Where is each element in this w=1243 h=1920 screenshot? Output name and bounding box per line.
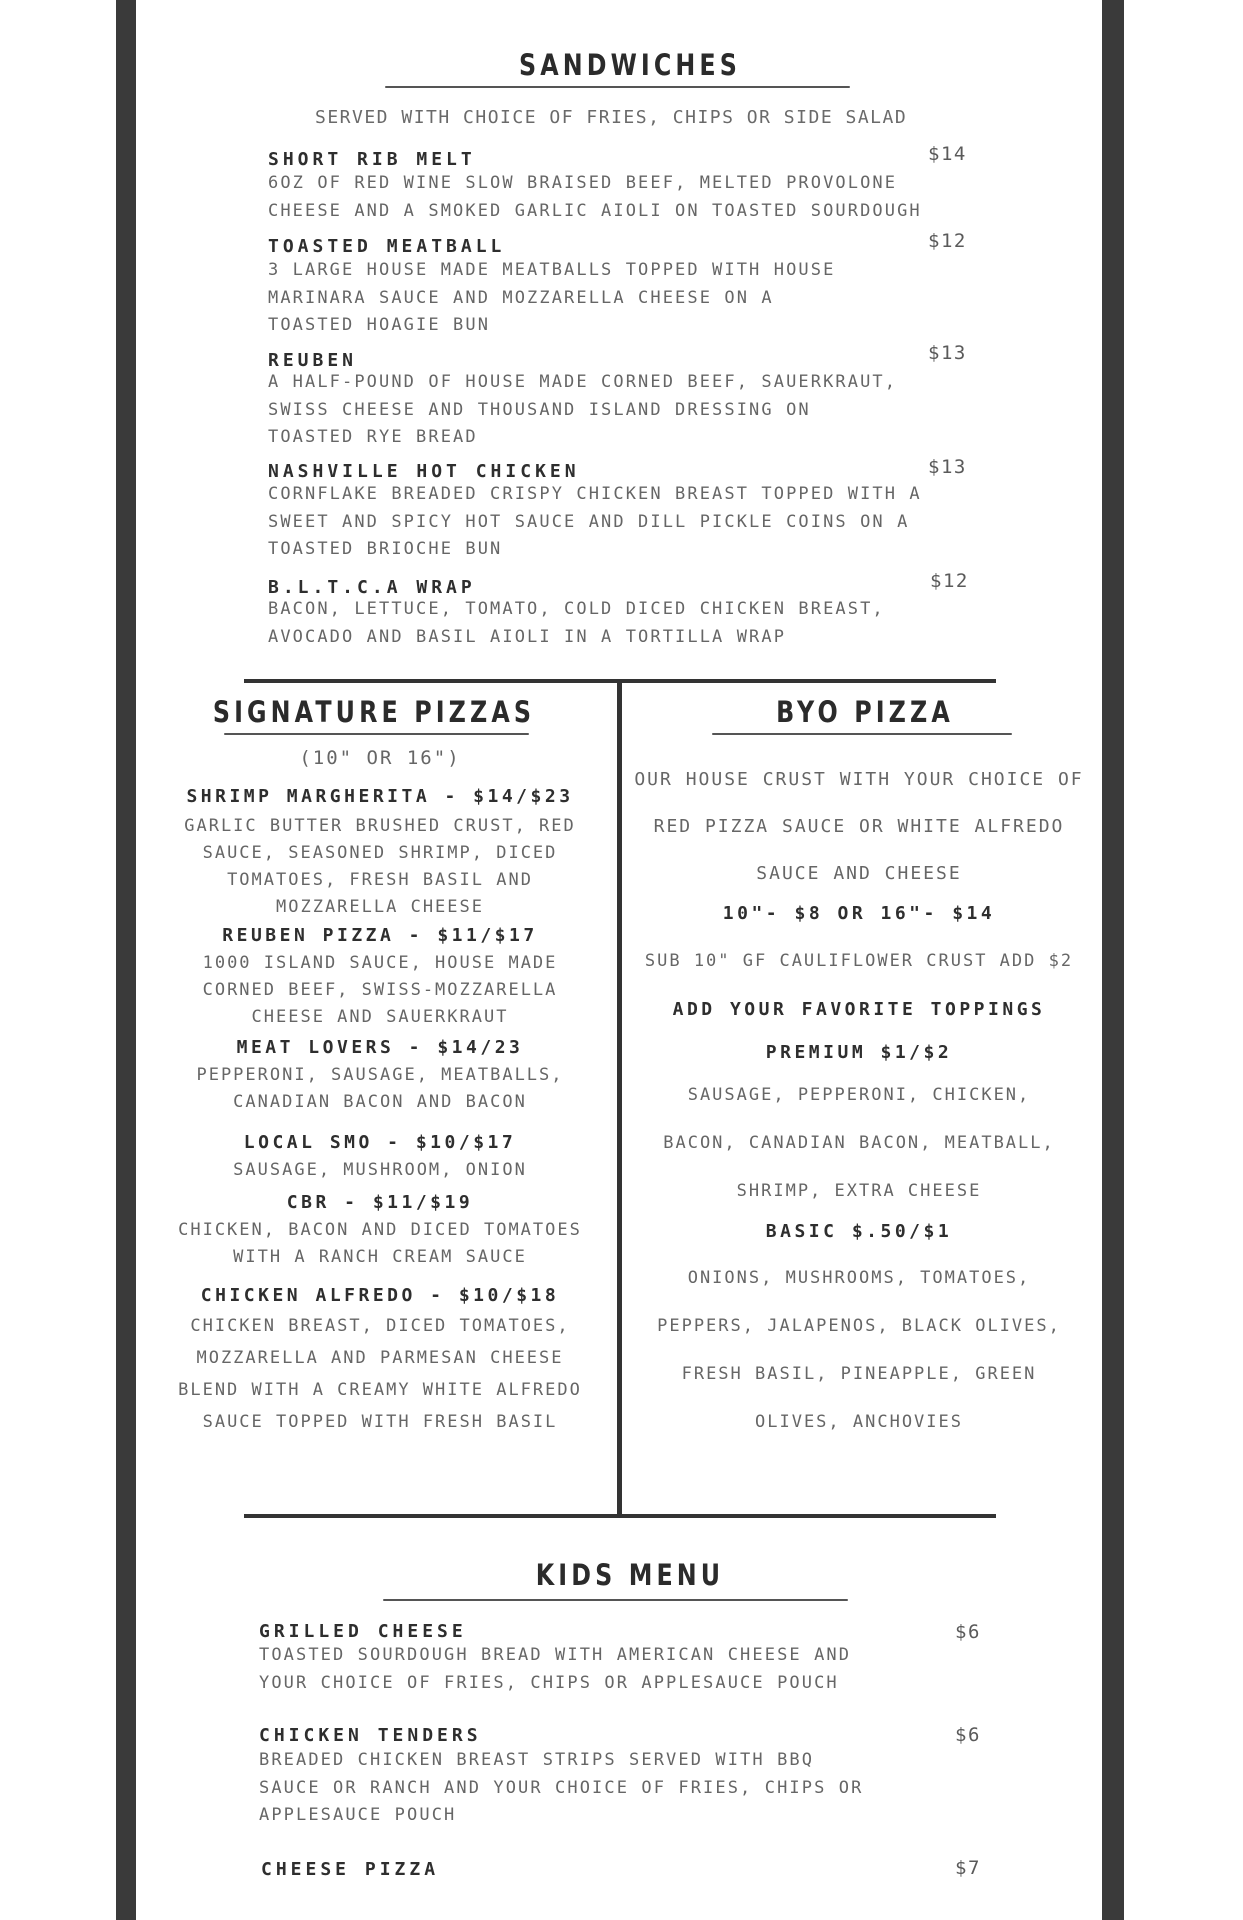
kids-item-name: GRILLED CHEESE	[259, 1621, 467, 1642]
signature-pizzas-heading: SIGNATURE PIZZAS	[212, 695, 536, 729]
pizza-description: SAUSAGE, MUSHROOM, ONION	[233, 1160, 527, 1180]
sandwich-description: A HALF-POUND OF HOUSE MADE CORNED BEEF, SAUERKRAUT, SWISS CHEESE AND THOUSAND ISLAND DRESSING ON TOASTED RYE BREAD	[268, 372, 898, 447]
byo-intro: OUR HOUSE CRUST WITH YOUR CHOICE OF RED PIZZA SAUCE OR WHITE ALFREDO SAUCE AND CHEESE	[634, 769, 1084, 884]
kids-item-price: $7	[955, 1857, 981, 1879]
pizza-name: REUBEN PIZZA - $11/$17	[222, 925, 538, 946]
premium-toppings: SAUSAGE, PEPPERONI, CHICKEN, BACON, CANADIAN BACON, MEATBALL, SHRIMP, EXTRA CHEESE	[663, 1085, 1055, 1201]
pizza-description: 1000 ISLAND SAUCE, HOUSE MADE CORNED BEEF, SWISS-MOZZARELLA CHEESE AND SAUERKRAUT	[202, 953, 558, 1027]
byo-pizza-column	[624, 756, 1094, 1446]
kids-item-name: CHICKEN TENDERS	[259, 1725, 482, 1746]
left-border-bar	[116, 0, 136, 1920]
sandwich-name: REUBEN	[268, 350, 358, 371]
pizza-name: SHRIMP MARGHERITA - $14/$23	[186, 786, 574, 807]
byo-pizza-heading: BYO PIZZA	[776, 695, 954, 729]
column-divider	[617, 681, 622, 1514]
kids-item-description: BREADED CHICKEN BREAST STRIPS SERVED WITH BBQ SAUCE OR RANCH AND YOUR CHOICE OF FRIES, CHIPS OR APPLESAUCE POUCH	[259, 1750, 864, 1825]
pizza-name: CBR - $11/$19	[286, 1192, 474, 1213]
kids-item-price: $6	[955, 1621, 981, 1643]
signature-pizzas-column	[150, 745, 610, 1438]
sandwich-description: BACON, LETTUCE, TOMATO, COLD DICED CHICKEN BREAST, AVOCADO AND BASIL AIOLI IN A TORTILLA WRAP	[268, 599, 885, 647]
byo-gf-option: SUB 10" GF CAULIFLOWER CRUST ADD $2	[644, 951, 1074, 971]
sandwich-description: 6OZ OF RED WINE SLOW BRAISED BEEF, MELTED PROVOLONE CHEESE AND A SMOKED GARLIC AIOLI ON TOASTED SOURDOUGH	[268, 173, 922, 221]
pizza-description: CHICKEN BREAST, DICED TOMATOES, MOZZARELLA AND PARMESAN CHEESE BLEND WITH A CREAMY WHITE ALFREDO SAUCE TOPPED WITH FRESH BASIL	[178, 1316, 582, 1432]
sandwiches-heading-underline	[385, 86, 850, 88]
premium-heading: PREMIUM $1/$2	[765, 1042, 953, 1063]
kids-item-price: $6	[955, 1724, 981, 1746]
toppings-heading: ADD YOUR FAVORITE TOPPINGS	[672, 999, 1046, 1020]
pizza-description: CHICKEN, BACON AND DICED TOMATOES WITH A RANCH CREAM SAUCE	[178, 1220, 582, 1267]
basic-toppings: ONIONS, MUSHROOMS, TOMATOES, PEPPERS, JALAPENOS, BLACK OLIVES, FRESH BASIL, PINEAPPLE, GREEN OLIVES, ANCHOVIES	[657, 1268, 1061, 1432]
byo-heading-underline	[712, 733, 1012, 735]
sandwich-description: CORNFLAKE BREADED CRISPY CHICKEN BREAST TOPPED WITH A SWEET AND SPICY HOT SAUCE AND DILL PICKLE COINS ON A TOASTED BRIOCHE BUN	[268, 484, 922, 559]
kids-item-description: TOASTED SOURDOUGH BREAD WITH AMERICAN CHEESE AND YOUR CHOICE OF FRIES, CHIPS OR APPLESAUCE POUCH	[259, 1645, 852, 1693]
sandwich-name: TOASTED MEATBALL	[268, 236, 506, 257]
kids-menu-heading: KIDS MENU	[535, 1558, 725, 1592]
sandwich-name: SHORT RIB MELT	[268, 149, 476, 170]
sandwich-description: 3 LARGE HOUSE MADE MEATBALLS TOPPED WITH HOUSE MARINARA SAUCE AND MOZZARELLA CHEESE ON A TOASTED HOAGIE BUN	[268, 260, 836, 335]
kids-item-name: CHEESE PIZZA	[261, 1859, 440, 1880]
pizza-name: CHICKEN ALFREDO - $10/$18	[200, 1285, 560, 1306]
sandwiches-heading: SANDWICHES	[519, 48, 741, 82]
section-divider-bottom	[244, 1514, 996, 1518]
sandwich-price: $14	[928, 143, 967, 165]
sandwich-name: B.L.T.C.A WRAP	[268, 577, 476, 598]
pizza-name: MEAT LOVERS - $14/23	[236, 1037, 524, 1058]
sandwich-price: $12	[930, 570, 969, 592]
kids-heading-underline	[383, 1599, 848, 1601]
signature-heading-underline	[224, 733, 529, 735]
pizza-description: GARLIC BUTTER BRUSHED CRUST, RED SAUCE, SEASONED SHRIMP, DICED TOMATOES, FRESH BASIL AND MOZZARELLA CHEESE	[184, 816, 576, 917]
sandwich-price: $13	[928, 456, 967, 478]
sandwich-price: $13	[928, 342, 967, 364]
sandwich-name: NASHVILLE HOT CHICKEN	[268, 461, 580, 482]
sandwiches-subtitle: SERVED WITH CHOICE OF FRIES, CHIPS OR SIDE SALAD	[315, 107, 908, 128]
byo-sizes: 10"- $8 OR 16"- $14	[722, 903, 996, 924]
pizza-name: LOCAL SMO - $10/$17	[243, 1132, 517, 1153]
signature-subtitle: (10" OR 16")	[299, 747, 461, 769]
right-border-bar	[1102, 0, 1124, 1920]
sandwich-price: $12	[928, 230, 967, 252]
pizza-description: PEPPERONI, SAUSAGE, MEATBALLS, CANADIAN BACON AND BACON	[196, 1065, 564, 1112]
basic-heading: BASIC $.50/$1	[765, 1221, 953, 1242]
